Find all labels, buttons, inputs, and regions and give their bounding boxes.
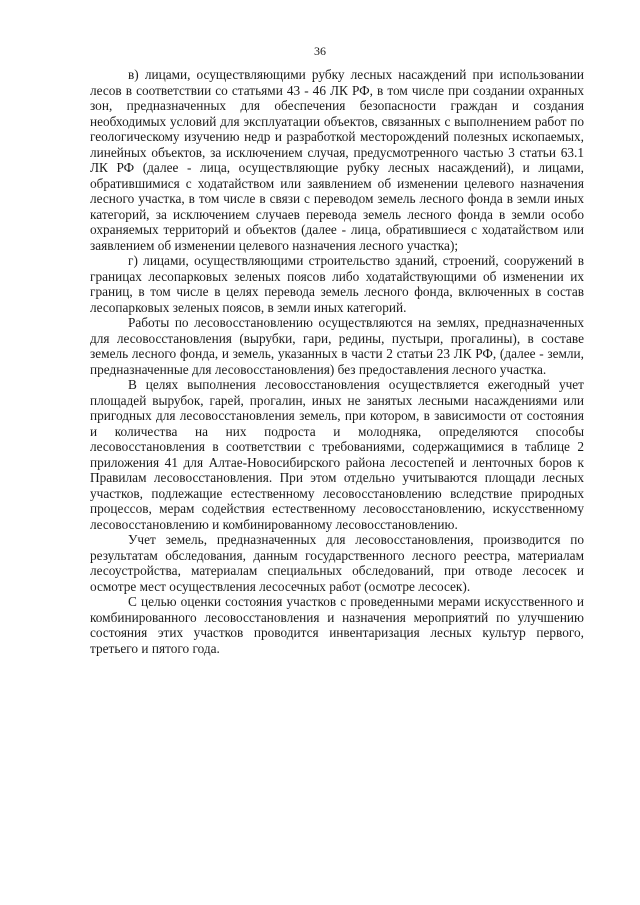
paragraph-land-accounting: Учет земель, предназначенных для лесовосстановления, производится по результатам обследования, данным государственного лесного реестра, материалам лесоустройства, материалам специальных обследований, при отводе лесосек и осмотре мест осуществления лесосечных работ (осмотре лесосек). [90, 532, 584, 594]
paragraph-annual-accounting: В целях выполнения лесовосстановления осуществляется ежегодный учет площадей вырубок, гарей, прогалин, иных не занятых лесными насаждениями или пригодных для лесовосстановления земель, при котором, в зависимости от состояния и количества на них подроста и молодняка, определяются способы лесовосстановления в соответствии с требованиями, содержащимися в таблице 2 приложения 41 для Алтае-Новосибирского района лесостепей и ленточных боров к Правилам лесовосстановления. При этом отдельно учитываются площади лесных участков, подлежащие естественному лесовосстановлению вследствие природных процессов, мерам содействия естественному лесовосстановлению, искусственному лесовосстановлению и комбинированному лесовосстановлению. [90, 377, 584, 532]
paragraph-reforestation-works: Работы по лесовосстановлению осуществляются на землях, предназначенных для лесовосстановления (вырубки, гари, редины, пустыри, прогалины), в составе земель лесного фонда, и земель, указанных в части 2 статьи 23 ЛК РФ, (далее - земли, предназначенные для лесовосстановления) без предоставления лесного участка. [90, 315, 584, 377]
document-body [90, 67, 584, 656]
paragraph-item-v: в) лицами, осуществляющими рубку лесных насаждений при использовании лесов в соответствии со статьями 43 - 46 ЛК РФ, в том числе при создании охранных зон, предназначенных для обеспечения безопасности граждан и создания необходимых условий для эксплуатации объектов, связанных с выполнением работ по геологическому изучению недр и разработкой месторождений полезных ископаемых, линейных объектов, за исключением случая, предусмотренного частью 3 статьи 63.1 ЛК РФ (далее - лица, осуществляющие рубку лесных насаждений), и лицами, обратившимися с ходатайством или заявлением об изменении целевого назначения лесного участка, в том числе в связи с переводом земель лесного фонда в земли иных категорий, за исключением случаев перевода земель лесного фонда в земли особо охраняемых территорий и объектов (далее - лица, обратившиеся с ходатайством или заявлением об изменении целевого назначения лесного участка); [90, 67, 584, 253]
page-number: 36 [314, 44, 326, 58]
paragraph-inventory: С целью оценки состояния участков с проведенными мерами искусственного и комбинированного лесовосстановления и назначения мероприятий по улучшению состояния этих участков проводится инвентаризация лесных культур первого, третьего и пятого года. [90, 594, 584, 656]
paragraph-item-g: г) лицами, осуществляющими строительство зданий, строений, сооружений в границах лесопарковых зеленых поясов либо ходатайствующими об изменении их границ, в том числе в целях перевода земель лесного фонда, включенных в состав лесопарковых зеленых поясов, в земли иных категорий. [90, 253, 584, 315]
